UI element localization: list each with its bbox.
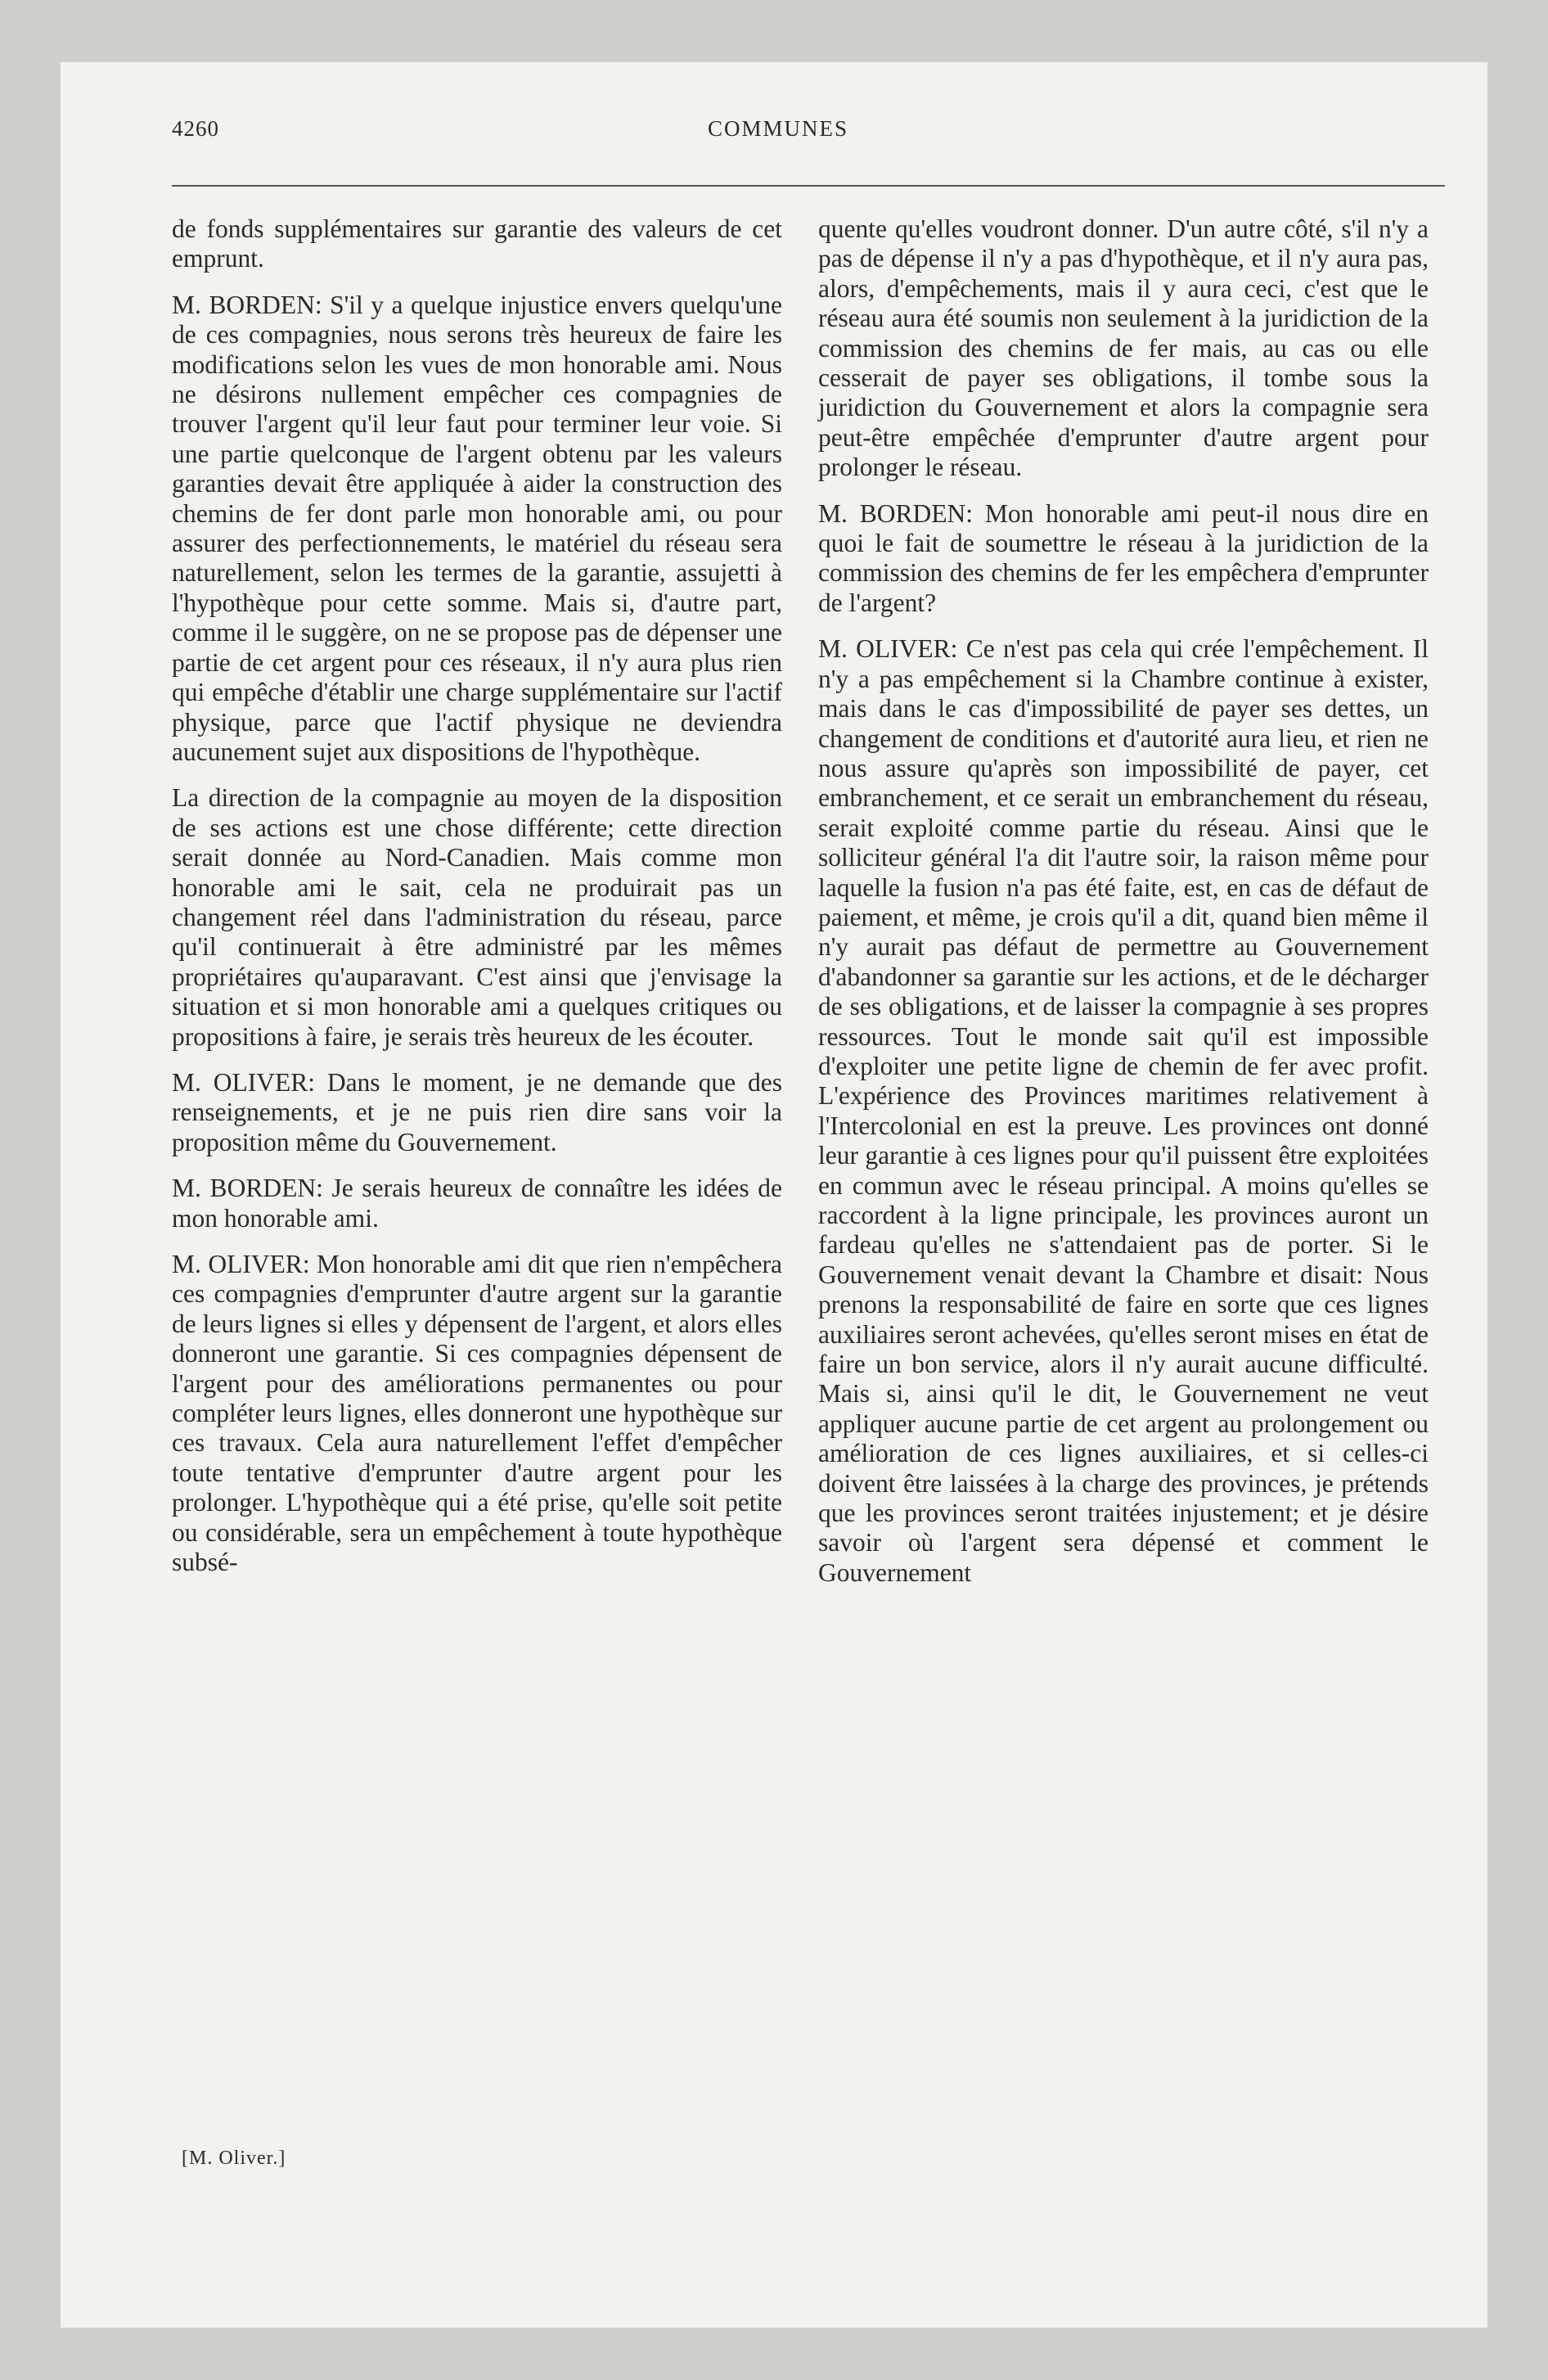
paragraph: M. OLIVER: Dans le moment, je ne demande que des renseignements, et je ne puis rien dire sans voir la proposition même du Gouvernement. <box>172 1067 782 1156</box>
paragraph: M. OLIVER: Ce n'est pas cela qui crée l'empêchement. Il n'y a pas empêchement si la Chambre continue à exister, mais dans le cas d'impossibilité de payer ses dettes, un changement de conditions et d'autorité aura lieu, et rien ne nous assure qu'après son impossibilité de payer, cet embranchement, et ce serait un embranchement du réseau, serait exploité comme partie du réseau. Ainsi que le solliciteur général l'a dit l'autre soir, la raison même pour laquelle la fusion n'a pas été faite, est, en cas de défaut de paiement, et même, je crois qu'il a dit, quand bien même il n'y aurait pas défaut de permettre au Gouvernement d'abandonner sa garantie sur les actions, et de le décharger de ses obligations, et de laisser la compagnie à ses propres ressources. Tout le monde sait qu'il est impossible d'exploiter une petite ligne de chemin de fer avec profit. L'expérience des Provinces maritimes relativement à l'Intercolonial en est la preuve. Les provinces ont donné leur garantie à ces lignes pour qu'il puissent être exploitées en commun avec le réseau principal. A moins qu'elles se raccordent à la ligne principale, les provinces auront un fardeau qu'elles ne s'attendaient pas de porter. Si le Gouvernement venait devant la Chambre et disait: Nous prenons la responsabilité de faire en sorte que ces lignes auxiliaires seront achevées, qu'elles seront mises en état de faire un bon service, alors il n'y aurait aucune difficulté. Mais si, ainsi qu'il le dit, le Gouvernement ne veut appliquer aucune partie de cet argent au prolongement ou amélioration de ces lignes auxiliaires, et si celles-ci doivent être laissées à la charge des provinces, je prétends que les provinces seront traitées injustement; et je désire savoir où l'argent sera dépensé et comment le Gouvernement <box>818 634 1429 1587</box>
speaker-footnote: [M. Oliver.] <box>182 2148 286 2169</box>
paragraph: M. BORDEN: Je serais heureux de connaître les idées de mon honorable ami. <box>172 1174 782 1233</box>
page-number: 4260 <box>172 116 219 141</box>
right-column <box>818 214 1429 1604</box>
paragraph: M. OLIVER: Mon honorable ami dit que rien n'empêchera ces compagnies d'emprunter d'autre argent sur la garantie de leurs lignes si elles y dépensent de l'argent, et alors elles donneront une garantie. Si ces compagnies dépensent de l'argent pour des améliorations permanentes ou pour compléter leurs lignes, elles donneront une hypothèque sur ces travaux. Cela aura naturellement l'effet d'empêcher toute tentative d'emprunter d'autre argent pour les prolonger. L'hypothèque qui a été prise, qu'elle soit petite ou considérable, sera un empêchement à toute hypothèque subsé- <box>172 1250 782 1577</box>
running-title: COMMUNES <box>707 116 849 141</box>
page-header <box>111 116 1445 149</box>
paragraph: M. BORDEN: Mon honorable ami peut-il nous dire en quoi le fait de soumettre le réseau à la juridiction de la commission des chemins de fer les empêchera d'emprunter de l'argent? <box>818 498 1429 617</box>
paragraph: La direction de la compagnie au moyen de la disposition de ses actions est une chose différente; cette direction serait donnée au Nord-Canadien. Mais comme mon honorable ami le sait, cela ne produirait pas un changement réel dans l'administration du réseau, parce qu'il continuerait à être administré par les mêmes propriétaires qu'auparavant. C'est ainsi que j'envisage la situation et si mon honorable ami a quelques critiques ou propositions à faire, je serais très heureux de les écouter. <box>172 783 782 1051</box>
paragraph: M. BORDEN: S'il y a quelque injustice envers quelqu'une de ces compagnies, nous serons très heureux de faire les modifications selon les vues de mon honorable ami. Nous ne désirons nullement empêcher ces compagnies de trouver l'argent qu'il leur faut pour terminer leur voie. Si une partie quelconque de l'argent obtenu par les valeurs garanties devait être appliquée à aider la construction des chemins de fer dont parle mon honorable ami, ou pour assurer des perfectionnements, le matériel du réseau sera naturellement, selon les termes de la garantie, assujetti à l'hypothèque pour cette somme. Mais si, d'autre part, comme il le suggère, on ne se propose pas de dépenser une partie de cet argent pour ces réseaux, il n'y aura plus rien qui empêche d'établir une charge supplémentaire sur l'actif physique, parce que l'actif physique ne deviendra aucunement sujet aux dispositions de l'hypothèque. <box>172 290 782 766</box>
paragraph: de fonds supplémentaires sur garantie des valeurs de cet emprunt. <box>172 214 782 273</box>
left-column <box>172 214 782 1593</box>
header-rule <box>172 185 1445 187</box>
paragraph: quente qu'elles voudront donner. D'un autre côté, s'il n'y a pas de dépense il n'y a pas d'hypothèque, et il n'y aura pas, alors, d'empêchements, mais il y aura ceci, c'est que le réseau aura été soumis non seulement à la juridiction de la commission des chemins de fer mais, au cas ou elle cesserait de payer ses obligations, il tombe sous la juridiction du Gouvernement et alors la compagnie sera peut-être empêchée d'emprunter d'autre argent pour prolonger le réseau. <box>818 214 1429 482</box>
